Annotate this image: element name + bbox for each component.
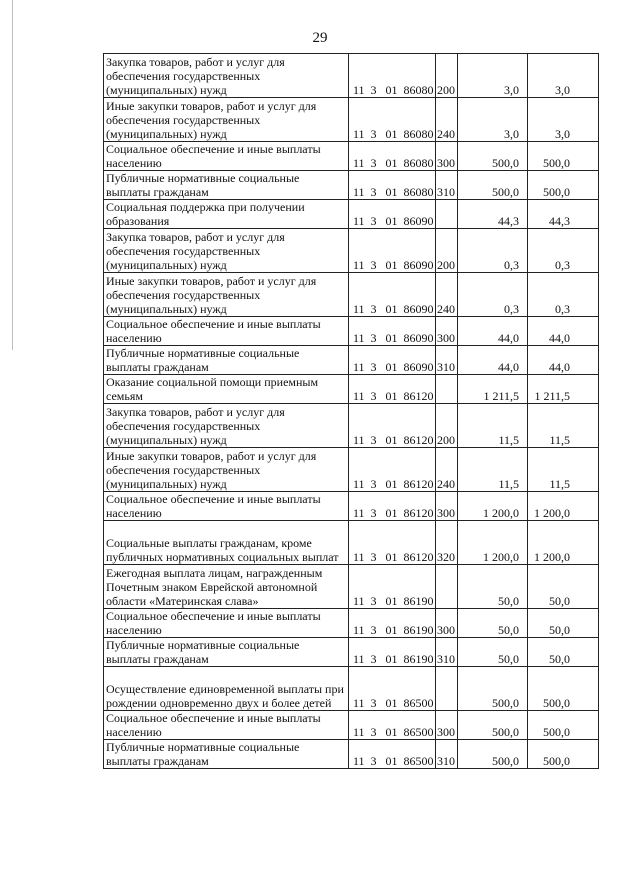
row-sum2-cell: 3,0	[528, 98, 599, 142]
table-row	[104, 346, 599, 375]
row-name-cell: Закупка товаров, работ и услуг для обеспечения государственных (муниципальных) нужд	[104, 54, 349, 98]
row-vr-cell: 240	[436, 98, 458, 142]
row-vr-cell	[436, 200, 458, 229]
row-vr-cell: 240	[436, 448, 458, 492]
row-sum1-cell: 3,0	[458, 98, 528, 142]
row-sum1-cell: 500,0	[458, 142, 528, 171]
row-name-cell: Публичные нормативные социальные выплаты гражданам	[104, 171, 349, 200]
row-name-cell: Социальные выплаты гражданам, кроме публичных нормативных социальных выплат	[104, 521, 349, 565]
row-sum2-cell: 0,3	[528, 229, 599, 273]
row-sum2-cell: 44,0	[528, 317, 599, 346]
row-sum1-cell: 50,0	[458, 565, 528, 609]
row-sum1-cell: 1 211,5	[458, 375, 528, 404]
row-vr-cell: 300	[436, 711, 458, 740]
budget-table-body	[104, 54, 599, 769]
row-code-cell: 11 3 01 86500	[349, 711, 436, 740]
row-vr-cell: 200	[436, 54, 458, 98]
row-sum1-cell: 0,3	[458, 229, 528, 273]
row-sum2-cell: 500,0	[528, 667, 599, 711]
row-sum1-cell: 1 200,0	[458, 492, 528, 521]
table-row	[104, 375, 599, 404]
row-sum1-cell: 3,0	[458, 54, 528, 98]
row-code-cell: 11 3 01 86080	[349, 98, 436, 142]
row-sum2-cell: 50,0	[528, 609, 599, 638]
page-number: 29	[312, 30, 328, 46]
row-sum2-cell: 3,0	[528, 54, 599, 98]
row-name-cell: Публичные нормативные социальные выплаты гражданам	[104, 346, 349, 375]
row-sum2-cell: 500,0	[528, 171, 599, 200]
table-row	[104, 98, 599, 142]
row-name-cell: Закупка товаров, работ и услуг для обеспечения государственных (муниципальных) нужд	[104, 404, 349, 448]
row-name-cell: Ежегодная выплата лицам, награжденным Почетным знаком Еврейской автономной области «Материнская слава»	[104, 565, 349, 609]
table-row	[104, 404, 599, 448]
row-code-cell: 11 3 01 86190	[349, 638, 436, 667]
row-vr-cell: 310	[436, 171, 458, 200]
row-code-cell: 11 3 01 86090	[349, 273, 436, 317]
row-sum2-cell: 500,0	[528, 142, 599, 171]
table-row	[104, 609, 599, 638]
table-row	[104, 229, 599, 273]
row-vr-cell	[436, 667, 458, 711]
row-sum1-cell: 44,0	[458, 346, 528, 375]
table-row	[104, 200, 599, 229]
row-name-cell: Социальное обеспечение и иные выплаты населению	[104, 142, 349, 171]
table-row	[104, 273, 599, 317]
row-vr-cell: 310	[436, 638, 458, 667]
row-sum2-cell: 11,5	[528, 404, 599, 448]
row-code-cell: 11 3 01 86080	[349, 171, 436, 200]
row-sum2-cell: 1 200,0	[528, 492, 599, 521]
row-code-cell: 11 3 01 86090	[349, 317, 436, 346]
row-code-cell: 11 3 01 86190	[349, 565, 436, 609]
row-sum2-cell: 0,3	[528, 273, 599, 317]
row-code-cell: 11 3 01 86120	[349, 375, 436, 404]
row-sum2-cell: 44,3	[528, 200, 599, 229]
row-code-cell: 11 3 01 86120	[349, 404, 436, 448]
row-code-cell: 11 3 01 86080	[349, 142, 436, 171]
row-sum1-cell: 500,0	[458, 711, 528, 740]
row-vr-cell: 300	[436, 492, 458, 521]
row-code-cell: 11 3 01 86500	[349, 740, 436, 769]
row-code-cell: 11 3 01 86090	[349, 229, 436, 273]
row-code-cell: 11 3 01 86120	[349, 448, 436, 492]
row-code-cell: 11 3 01 86190	[349, 609, 436, 638]
row-sum2-cell: 50,0	[528, 638, 599, 667]
row-sum1-cell: 50,0	[458, 609, 528, 638]
row-vr-cell: 240	[436, 273, 458, 317]
row-name-cell: Осуществление единовременной выплаты при рождении одновременно двух и более детей	[104, 667, 349, 711]
row-vr-cell: 300	[436, 609, 458, 638]
table-row	[104, 54, 599, 98]
table-row	[104, 448, 599, 492]
row-sum2-cell: 500,0	[528, 711, 599, 740]
row-sum1-cell: 50,0	[458, 638, 528, 667]
row-sum2-cell: 11,5	[528, 448, 599, 492]
row-vr-cell: 300	[436, 142, 458, 171]
row-name-cell: Социальное обеспечение и иные выплаты населению	[104, 492, 349, 521]
row-name-cell: Социальное обеспечение и иные выплаты населению	[104, 609, 349, 638]
table-row	[104, 638, 599, 667]
row-sum2-cell: 44,0	[528, 346, 599, 375]
budget-table	[103, 53, 599, 769]
row-sum1-cell: 500,0	[458, 667, 528, 711]
row-sum1-cell: 11,5	[458, 404, 528, 448]
row-sum2-cell: 1 211,5	[528, 375, 599, 404]
row-name-cell: Публичные нормативные социальные выплаты гражданам	[104, 740, 349, 769]
row-sum1-cell: 11,5	[458, 448, 528, 492]
row-vr-cell: 310	[436, 346, 458, 375]
row-sum2-cell: 50,0	[528, 565, 599, 609]
row-name-cell: Социальное обеспечение и иные выплаты населению	[104, 317, 349, 346]
row-name-cell: Иные закупки товаров, работ и услуг для обеспечения государственных (муниципальных) нужд	[104, 98, 349, 142]
row-vr-cell: 200	[436, 229, 458, 273]
row-sum1-cell: 500,0	[458, 740, 528, 769]
table-row	[104, 565, 599, 609]
table-row	[104, 711, 599, 740]
row-code-cell: 11 3 01 86120	[349, 492, 436, 521]
table-row	[104, 317, 599, 346]
row-vr-cell	[436, 565, 458, 609]
row-sum1-cell: 44,3	[458, 200, 528, 229]
row-name-cell: Иные закупки товаров, работ и услуг для обеспечения государственных (муниципальных) нужд	[104, 273, 349, 317]
row-name-cell: Публичные нормативные социальные выплаты гражданам	[104, 638, 349, 667]
row-name-cell: Социальное обеспечение и иные выплаты населению	[104, 711, 349, 740]
table-row	[104, 171, 599, 200]
row-name-cell: Закупка товаров, работ и услуг для обеспечения государственных (муниципальных) нужд	[104, 229, 349, 273]
row-sum1-cell: 500,0	[458, 171, 528, 200]
table-row	[104, 142, 599, 171]
row-code-cell: 11 3 01 86080	[349, 54, 436, 98]
table-row	[104, 740, 599, 769]
row-code-cell: 11 3 01 86090	[349, 200, 436, 229]
row-vr-cell: 200	[436, 404, 458, 448]
row-name-cell: Оказание социальной помощи приемным семьям	[104, 375, 349, 404]
table-row	[104, 667, 599, 711]
row-code-cell: 11 3 01 86500	[349, 667, 436, 711]
row-name-cell: Социальная поддержка при получении образования	[104, 200, 349, 229]
row-vr-cell: 320	[436, 521, 458, 565]
page-edge-line	[12, 0, 13, 350]
row-sum2-cell: 500,0	[528, 740, 599, 769]
row-sum1-cell: 1 200,0	[458, 521, 528, 565]
table-row	[104, 521, 599, 565]
row-vr-cell	[436, 375, 458, 404]
row-code-cell: 11 3 01 86090	[349, 346, 436, 375]
row-code-cell: 11 3 01 86120	[349, 521, 436, 565]
row-vr-cell: 310	[436, 740, 458, 769]
row-sum1-cell: 44,0	[458, 317, 528, 346]
table-row	[104, 492, 599, 521]
row-sum2-cell: 1 200,0	[528, 521, 599, 565]
row-name-cell: Иные закупки товаров, работ и услуг для обеспечения государственных (муниципальных) нужд	[104, 448, 349, 492]
row-vr-cell: 300	[436, 317, 458, 346]
row-sum1-cell: 0,3	[458, 273, 528, 317]
